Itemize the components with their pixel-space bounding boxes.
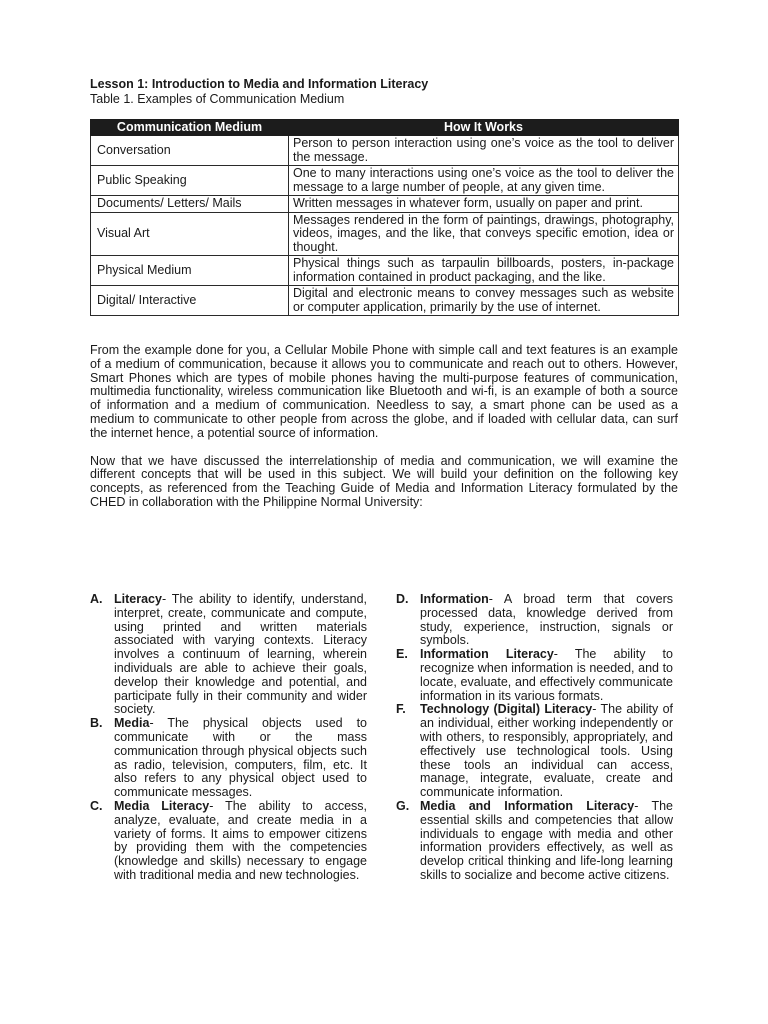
definition-letter: C. [90, 798, 103, 813]
definition-text: - The ability to recognize when information is needed, and to locate, evaluate, and effectively communicate information in its various formats. [420, 647, 673, 703]
medium-cell: Conversation [91, 136, 289, 166]
definition-letter: G. [396, 798, 410, 813]
medium-cell: Public Speaking [91, 166, 289, 196]
definition-letter: F. [396, 702, 406, 717]
table-row [91, 136, 679, 166]
definition-item-media-literacy [90, 800, 367, 883]
document-page [90, 77, 678, 882]
header-communication-medium: Communication Medium [91, 120, 289, 136]
header-how-it-works: How It Works [289, 120, 679, 136]
definition-term: Media Literacy [114, 798, 210, 813]
definition-letter: D. [396, 592, 409, 606]
lesson-title: Lesson 1: Introduction to Media and Information Literacy [90, 77, 429, 91]
medium-cell: Digital/ Interactive [91, 286, 289, 316]
definition-text: - The ability of an individual, either working independently or with others, to responsibly, appropriately, and effectively use technological tools. Using these tools an individual can access, manage, integrate, evaluate, create and communicate information. [420, 702, 673, 800]
definition-item-media [90, 717, 367, 800]
definition-text: - The physical objects used to communicate with or the mass communication through physical objects such as radio, television, computers, film, etc. It also refers to any physical object used to communicate messages. [114, 716, 367, 800]
definition-item-literacy [90, 593, 367, 717]
definition-term: Technology (Digital) Literacy [420, 702, 593, 717]
how-cell: One to many interactions using one’s voice as the tool to deliver the message to a large number of people, at any given time. [289, 166, 679, 196]
definitions-right-column [396, 593, 673, 883]
definition-letter: A. [90, 592, 103, 606]
definition-text: - The ability to identify, understand, interpret, create, communicate and compute, using printed and written materials associated with varying contexts. Literacy involves a continuum of learning, wherein individuals are able to achieve their goals, develop their knowledge and potential, and participate fully in their community and wider society. [114, 592, 367, 717]
how-cell: Person to person interaction using one’s voice as the tool to deliver the message. [289, 136, 679, 166]
table-row [91, 286, 679, 316]
definition-item-media-and-information-literacy [396, 800, 673, 883]
communication-medium-table [90, 119, 679, 316]
definition-term: Information Literacy [420, 647, 554, 662]
medium-cell: Physical Medium [91, 256, 289, 286]
definition-text: - The ability to access, analyze, evaluate, and create media in a variety of forms. It aims to empower citizens by providing them with the competencies (knowledge and skills) necessary to engage with traditional media and new technologies. [114, 798, 367, 882]
table-row [91, 212, 679, 256]
medium-cell: Documents/ Letters/ Mails [91, 196, 289, 213]
definition-letter: B. [90, 716, 103, 731]
table-row [91, 196, 679, 213]
paragraph-key-concepts: Now that we have discussed the interrelationship of media and communication, we will examine the different concepts that will be used in this subject. We will build your definition on the following key concepts, as referenced from the Teaching Guide of Media and Information Literacy formulated by the CHED in collaboration with the Philippine Normal University: [90, 453, 678, 509]
how-cell: Physical things such as tarpaulin billboards, posters, in-package information contained in product packaging, and the like. [289, 256, 679, 286]
how-cell: Messages rendered in the form of paintings, drawings, photography, videos, images, and the like, that conveys specific emotion, idea or thought. [289, 212, 679, 256]
how-cell: Written messages in whatever form, usually on paper and print. [289, 196, 679, 213]
definition-letter: E. [396, 647, 408, 662]
how-cell: Digital and electronic means to convey messages such as website or computer application, primarily by the use of internet. [289, 286, 679, 316]
definition-term: Information [420, 592, 489, 606]
definitions-left-column [90, 593, 367, 883]
table-caption: Table 1. Examples of Communication Medium [90, 92, 345, 106]
table-row [91, 166, 679, 196]
table-header-row [91, 120, 679, 136]
definition-text: - A broad term that covers processed data, knowledge derived from study, experience, instruction, signals or symbols. [420, 592, 673, 648]
definition-item-information [396, 593, 673, 648]
definition-item-technology-literacy [396, 703, 673, 800]
definition-text: - The essential skills and competencies that allow individuals to engage with media and other information providers effectively, as well as develop critical thinking and life-long learning skills to socialize and become active citizens. [420, 798, 673, 882]
medium-cell: Visual Art [91, 212, 289, 256]
definition-term: Media and Information Literacy [420, 798, 635, 813]
table-row [91, 256, 679, 286]
paragraph-mobile-phone: From the example done for you, a Cellular Mobile Phone with simple call and text features is an example of a medium of communication, because it allows you to communicate and reach out to others. However, Smart Phones which are types of mobile phones having the multi-purpose features of communication, multimedia functionality, wireless communication like Bluetooth and wi-fi, is an example of both a source of information and a medium of communication. Needless to say, a smart phone can be used as a medium to communicate to other people from across the globe, and if loaded with cellular data, can surf the internet hence, a potential source of information. [90, 343, 678, 440]
definition-term: Literacy [114, 592, 162, 606]
definition-item-information-literacy [396, 648, 673, 703]
definition-term: Media [114, 716, 150, 731]
